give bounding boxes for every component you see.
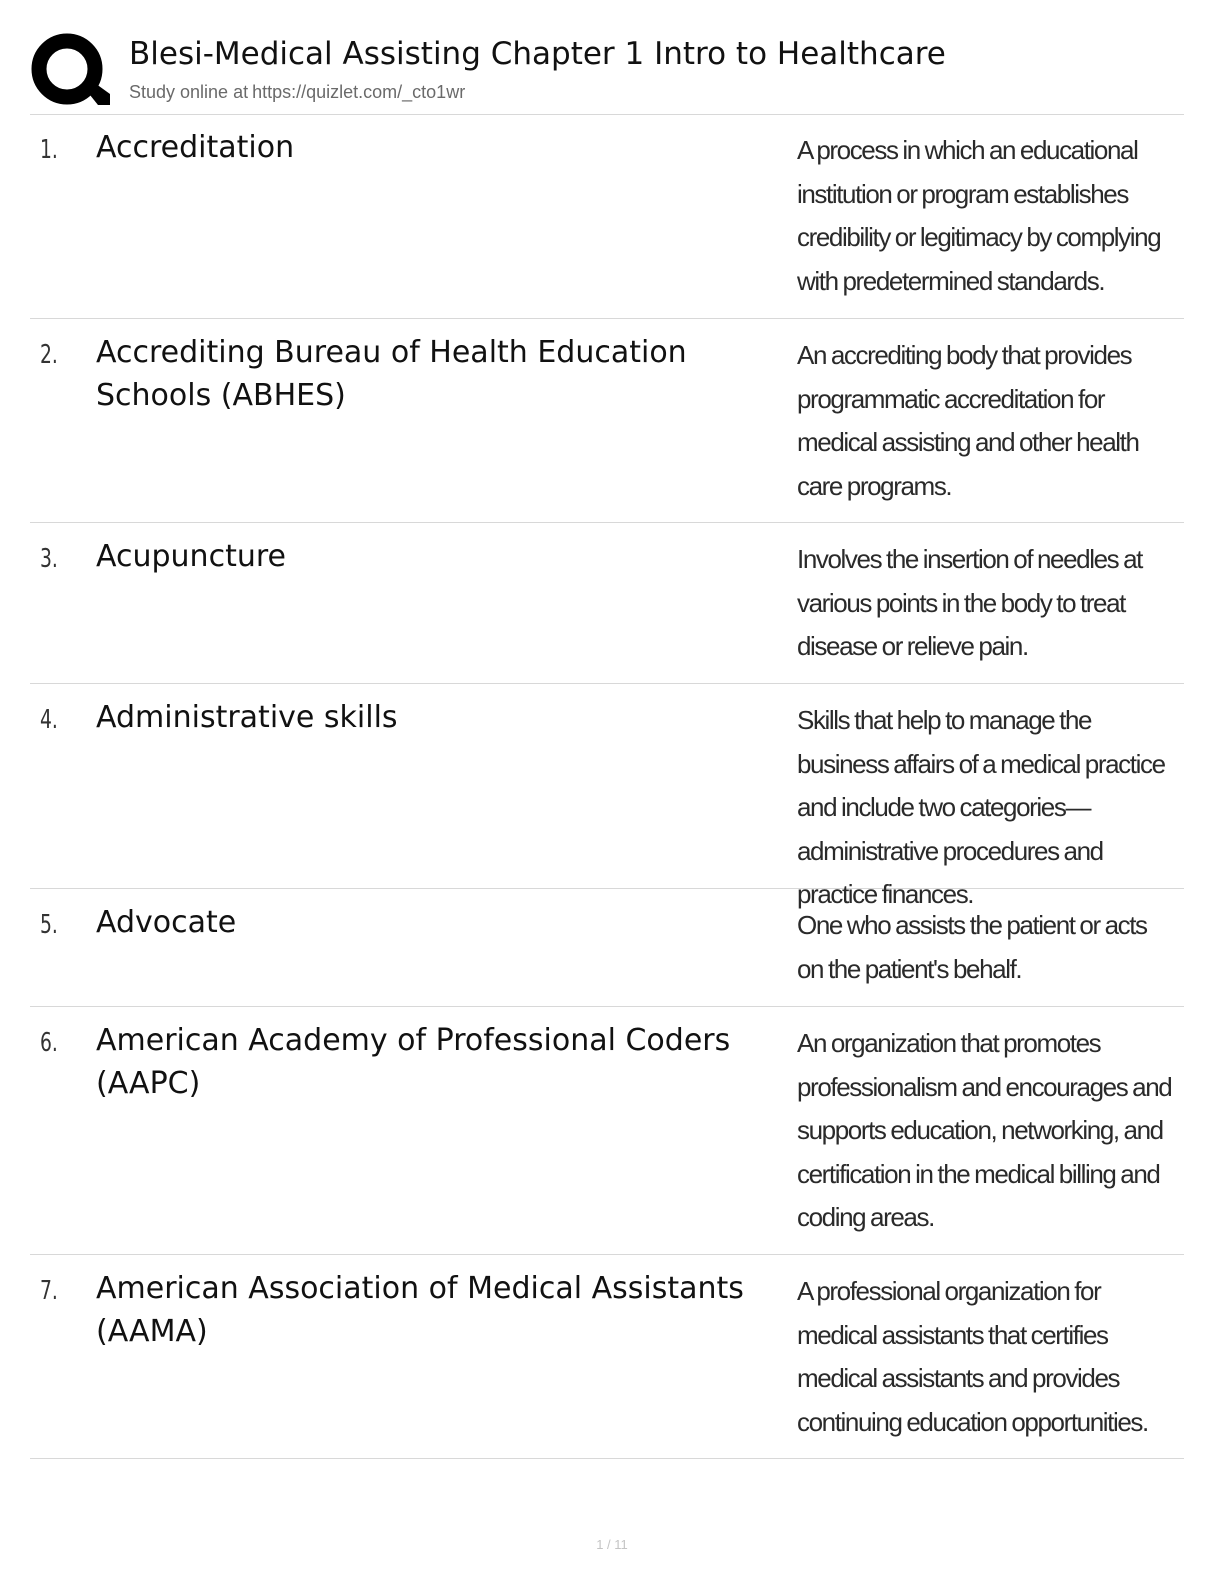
card-number: 1. bbox=[40, 135, 58, 165]
card-definition: A professional organization for medical assistants that certifies medical assistants and provides continuing education opportunities. bbox=[797, 1276, 1148, 1437]
flashcard-row bbox=[30, 523, 1184, 684]
flashcard-row bbox=[30, 114, 1184, 319]
card-number: 7. bbox=[40, 1276, 58, 1306]
page-title: Blesi-Medical Assisting Chapter 1 Intro to Healthcare bbox=[129, 36, 946, 72]
card-term: Accreditation bbox=[96, 130, 295, 165]
flashcard-row bbox=[30, 684, 1184, 909]
card-definition: An accrediting body that provides programmatic accreditation for medical assisting and other health care programs. bbox=[797, 340, 1139, 501]
flashcard-row bbox=[30, 1007, 1184, 1255]
card-term: American Association of Medical Assistants (AAMA) bbox=[96, 1271, 744, 1349]
flashcard-row bbox=[30, 1255, 1184, 1459]
card-definition: A process in which an educational institution or program establishes credibility or legitimacy by complying with predetermined standards. bbox=[797, 135, 1161, 296]
card-number: 4. bbox=[40, 705, 58, 735]
card-number: 5. bbox=[40, 910, 58, 940]
quizlet-logo-icon bbox=[30, 31, 110, 111]
page-header bbox=[30, 28, 1184, 115]
card-term: Advocate bbox=[96, 905, 237, 940]
card-definition: One who assists the patient or acts on the patient's behalf. bbox=[797, 910, 1147, 984]
card-number: 6. bbox=[40, 1028, 58, 1058]
card-term: American Academy of Professional Coders (AAPC) bbox=[96, 1023, 731, 1101]
flashcard-list bbox=[30, 114, 1184, 1459]
card-definition: Involves the insertion of needles at various points in the body to treat disease or relieve pain. bbox=[797, 544, 1142, 661]
study-online-label: Study online at bbox=[129, 82, 249, 102]
study-url-link[interactable]: https://quizlet.com/_cto1wr bbox=[252, 82, 466, 102]
card-definition: Skills that help to manage the business affairs of a medical practice and include two categories—administrative procedures and practice finances. bbox=[797, 705, 1165, 909]
flashcard-row bbox=[30, 319, 1184, 523]
card-number: 3. bbox=[40, 544, 58, 574]
study-online-line bbox=[129, 80, 465, 104]
card-definition: An organization that promotes professionalism and encourages and supports education, networking, and certification in the medical billing and coding areas. bbox=[797, 1028, 1172, 1232]
page-number: 1 / 11 bbox=[596, 1537, 628, 1552]
flashcard-row bbox=[30, 889, 1184, 1007]
card-term: Acupuncture bbox=[96, 539, 286, 574]
card-number: 2. bbox=[40, 340, 58, 370]
card-term: Accrediting Bureau of Health Education Schools (ABHES) bbox=[96, 335, 687, 413]
card-term: Administrative skills bbox=[96, 700, 398, 735]
